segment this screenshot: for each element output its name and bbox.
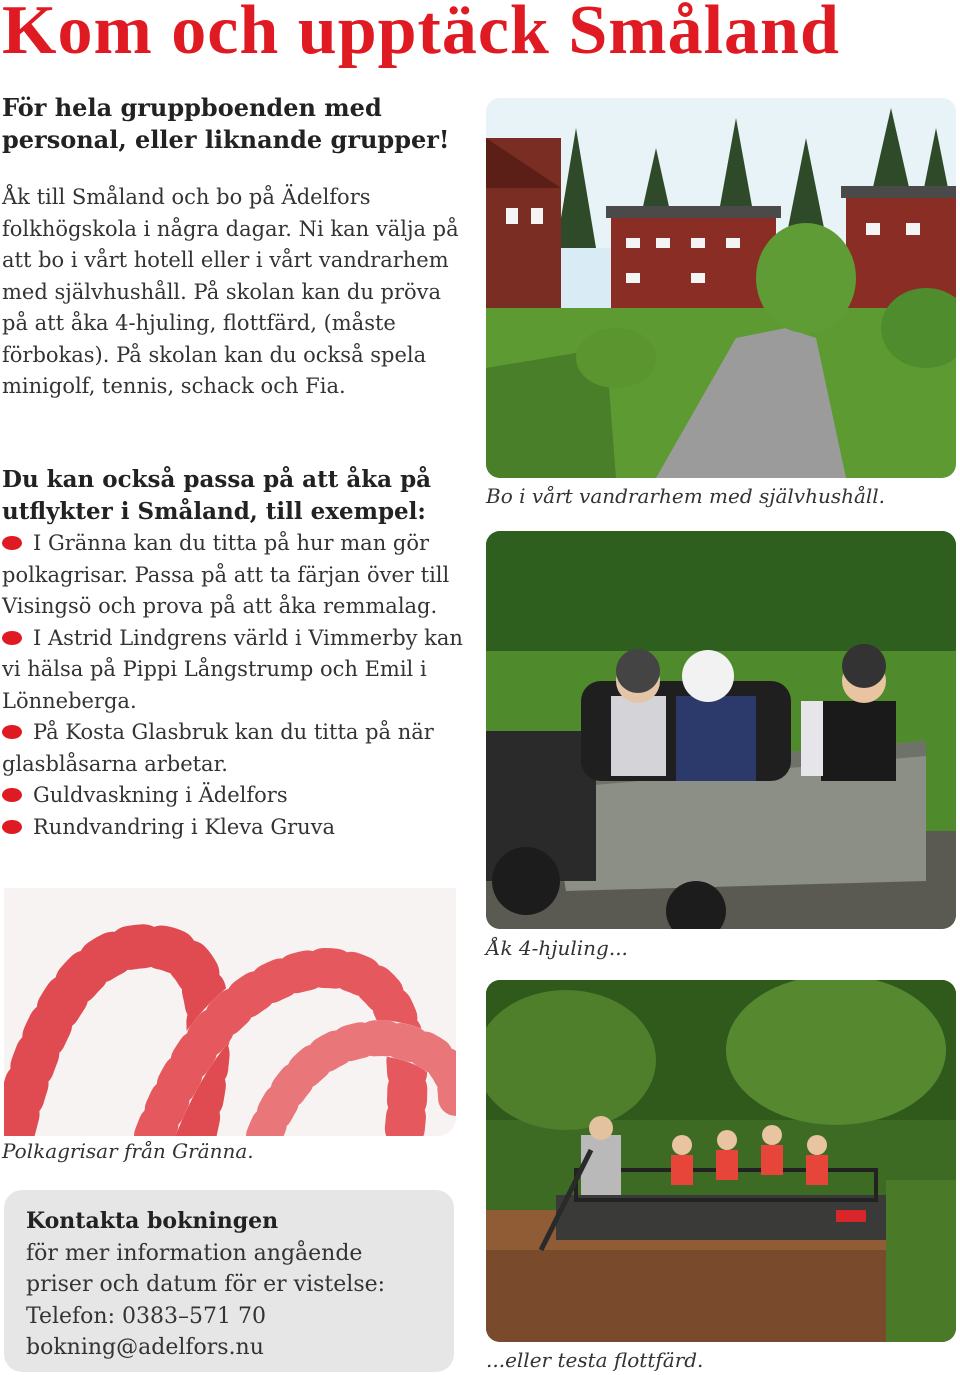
contact-box	[4, 1190, 454, 1372]
list-item	[2, 528, 472, 623]
list-item-text: På Kosta Glasbruk kan du titta på när glasblåsarna arbetar.	[2, 720, 434, 776]
excursion-list	[2, 528, 472, 843]
quad-caption: Åk 4-hjuling...	[486, 936, 628, 960]
contact-title: Kontakta bokningen	[26, 1208, 279, 1234]
contact-line-2: priser och datum för er vistelse:	[26, 1272, 386, 1297]
list-item-text: Guldvaskning i Ädelfors	[33, 783, 288, 807]
raft-photo	[486, 980, 956, 1342]
list-item	[2, 812, 472, 844]
list-item-text: Rundvandring i Kleva Gruva	[33, 814, 336, 839]
intro-text: Åk till Småland och bo på Ädelfors folkhögskola i några dagar. Ni kan välja på att bo i vårt hotell eller i vårt vandrarhem med självhushåll. På skolan kan du pröva på att åka 4-hjuling, flottfärd, (måste förbokas). På skolan kan du också spela minigolf, tennis, schack och Fia.	[2, 185, 459, 398]
hostel-caption: Bo i vårt vandrarhem med självhushåll.	[486, 484, 886, 508]
list-item-text: I Gränna kan du titta på hur man gör polkagrisar. Passa på att ta färjan över till Visingsö och prova på att åka remmalag.	[2, 531, 450, 618]
list-item	[2, 780, 472, 812]
list-item	[2, 623, 472, 718]
intro-heading: För hela gruppboenden med personal, eller liknande grupper!	[2, 93, 450, 154]
bullet-icon	[2, 820, 22, 834]
contact-line-1: för mer information angående	[26, 1240, 363, 1266]
candy-caption: Polkagrisar från Gränna.	[2, 1139, 254, 1163]
contact-email: bokning@adelfors.nu	[26, 1335, 264, 1360]
bullet-icon	[2, 536, 22, 550]
excursions-section	[2, 464, 472, 843]
raft-caption: ...eller testa flottfärd.	[486, 1348, 704, 1372]
quad-photo	[486, 531, 956, 929]
hostel-photo	[486, 98, 956, 478]
bullet-icon	[2, 788, 22, 802]
page-title: Kom och upptäck Småland	[2, 0, 840, 69]
bullet-icon	[2, 631, 22, 645]
bullet-icon	[2, 725, 22, 739]
list-item	[2, 717, 472, 780]
contact-phone: Telefon: 0383–571 70	[26, 1303, 266, 1329]
excursions-heading: Du kan också passa på att åka på utflykter i Småland, till exempel:	[2, 466, 432, 525]
candy-photo	[4, 888, 456, 1136]
list-item-text: I Astrid Lindgrens värld i Vimmerby kan vi hälsa på Pippi Långstrump och Emil i Lönneberga.	[2, 625, 463, 713]
